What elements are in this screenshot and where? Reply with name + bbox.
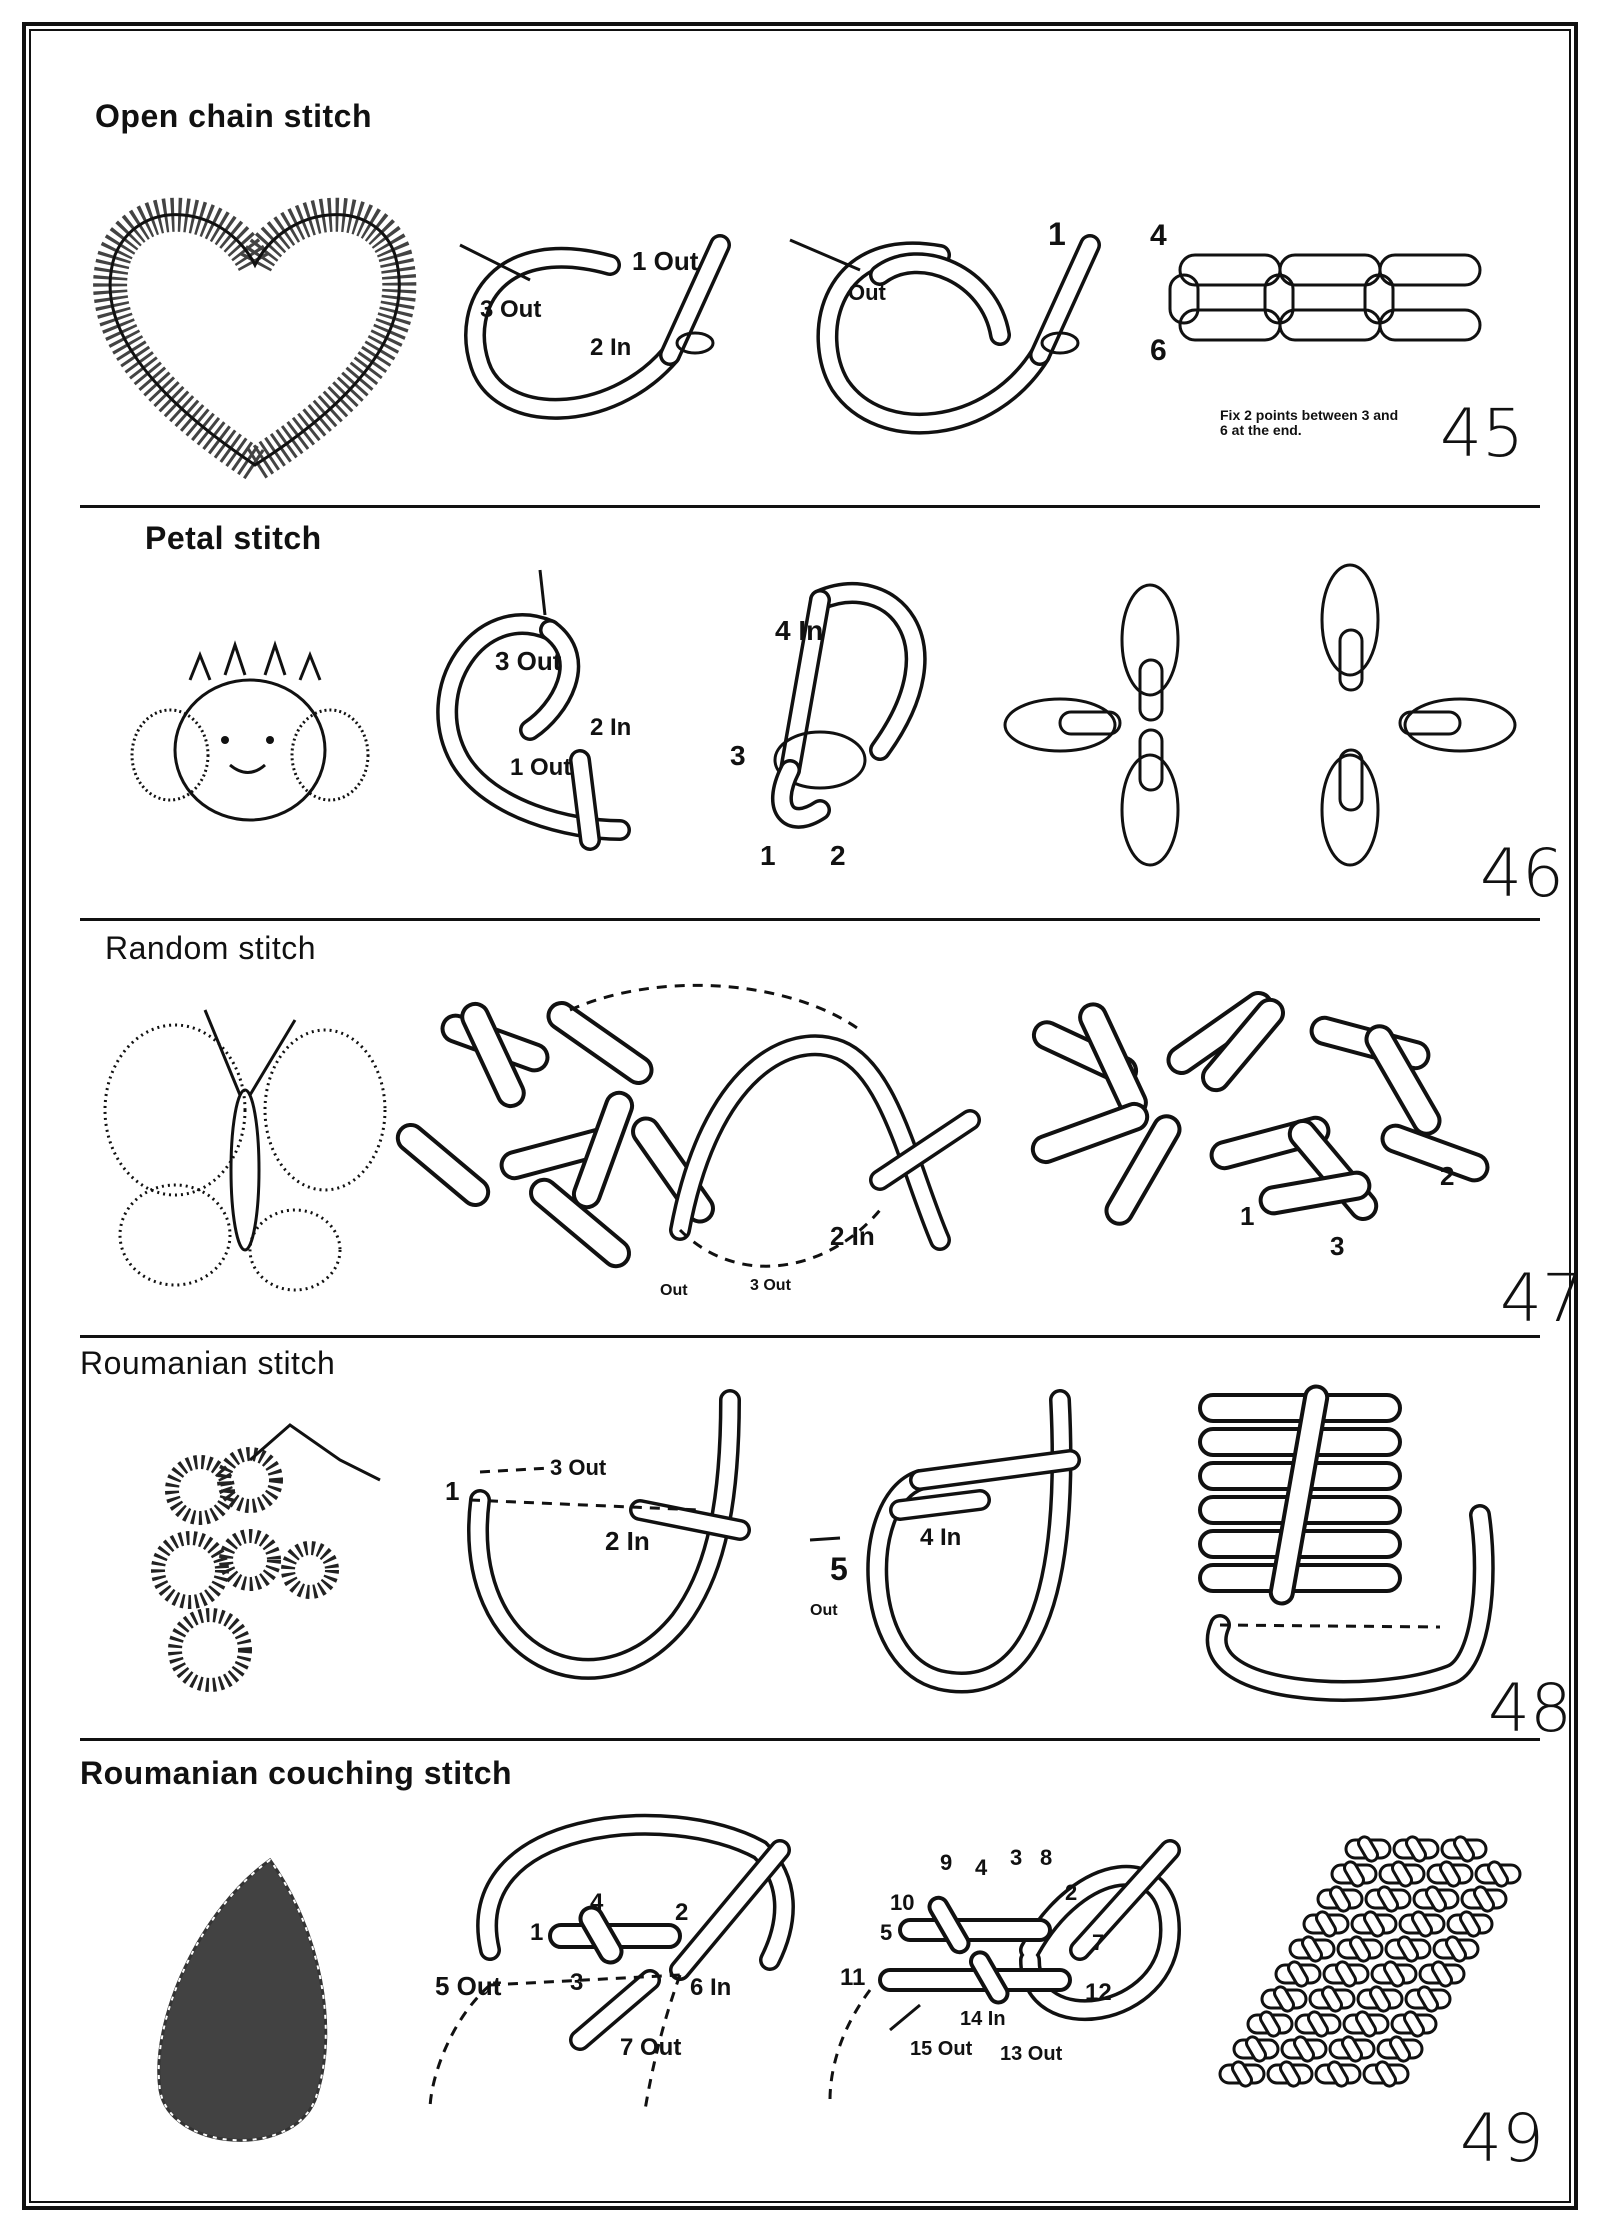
label-4-in: 4 In [920,1524,962,1551]
divider [80,918,1540,921]
random-stitch-result-diagram [1010,960,1510,1270]
note-fix-points: Fix 2 points between 3 and 6 at the end. [1220,407,1399,438]
label-5: 5 [880,1920,893,1945]
label-3: 3 [570,1969,584,1996]
roumanian-result-diagram [1190,1385,1510,1715]
open-chain-result-diagram [1150,215,1510,375]
label-8: 8 [1040,1845,1053,1870]
label-1: 1 [530,1919,544,1946]
roumanian-step-2-diagram [800,1400,1100,1730]
label-3-out: 3 Out [750,1277,791,1294]
label-9: 9 [940,1850,953,1875]
label-3-out: 3 Out [550,1455,607,1480]
label-3: 3 [730,740,746,771]
label-out: Out [810,1602,838,1619]
label-1: 1 [445,1476,460,1506]
label-14-in: 14 In [960,2008,1006,2030]
label-3-out: 3 Out [495,646,562,676]
label-4b: 4 [975,1855,988,1880]
heart-illustration [95,195,415,485]
label-2: 2 [830,840,846,871]
label-1-out: 1 Out [510,754,572,781]
label-10: 10 [890,1890,915,1915]
label-7: 7 [1092,1930,1105,1955]
butterfly-illustration [95,1000,395,1300]
divider [80,1738,1540,1741]
label-3: 3 [1330,1231,1345,1261]
petal-step-1-diagram [420,570,720,870]
label-11: 11 [840,1964,866,1991]
label-3-out: 3 Out [480,296,542,323]
section-title: Open chain stitch [95,98,372,134]
section-title: Petal stitch [145,520,322,556]
random-stitch-step-diagram [410,970,1030,1310]
label-1: 1 [1240,1201,1255,1231]
label-1: 1 [760,840,776,871]
label-2-in: 2 In [605,1526,650,1556]
label-6: 6 [1150,334,1167,367]
section-title: Roumanian couching stitch [80,1755,513,1791]
roumanian-step-1-diagram [440,1400,780,1730]
label-4: 4 [1150,219,1167,252]
label-2: 2 [675,1899,689,1926]
label-out: Out [660,1282,688,1299]
couching-result-diagram [1220,1830,1520,2110]
label-2-in: 2 In [590,334,632,361]
label-2b: 2 [1065,1880,1078,1905]
label-6-in: 6 In [690,1974,732,2001]
label-7-out: 7 Out [620,2034,682,2061]
grapes-illustration [140,1420,380,1720]
section-number: 45 [1440,395,1524,472]
couching-step-2-diagram [830,1800,1210,2100]
label-out: Out [848,280,886,305]
petal-step-2-diagram [730,560,1010,880]
label-15-out: 15 Out [910,2038,973,2060]
label-4-in: 4 In [775,615,824,646]
section-number: 48 [1488,1670,1572,1747]
label-2-in: 2 In [590,714,632,741]
face-illustration [130,640,370,830]
label-5-out: 5 Out [435,1971,502,2001]
label-1: 1 [1048,216,1066,252]
label-3b: 3 [1010,1845,1023,1870]
label-2-in: 2 In [830,1221,875,1251]
label-12: 12 [1085,1979,1112,2006]
leaf-illustration [140,1850,340,2160]
section-number: 49 [1460,2100,1544,2177]
label-2: 2 [1440,1161,1455,1191]
divider [80,505,1540,508]
open-chain-step-2-diagram [790,215,1110,445]
label-5: 5 [830,1551,848,1587]
section-number: 46 [1480,835,1564,912]
section-number: 47 [1500,1260,1584,1337]
label-4: 4 [590,1889,604,1916]
divider [80,1335,1540,1338]
label-13-out: 13 Out [1000,2043,1063,2065]
open-chain-step-1-diagram [440,225,740,445]
section-title: Random stitch [105,930,317,966]
section-title: Roumanian stitch [80,1345,336,1381]
petal-result-diagram-1 [990,560,1250,890]
petal-result-diagram-2 [1270,550,1530,880]
couching-step-1-diagram [430,1800,830,2110]
label-1-out: 1 Out [632,246,699,276]
